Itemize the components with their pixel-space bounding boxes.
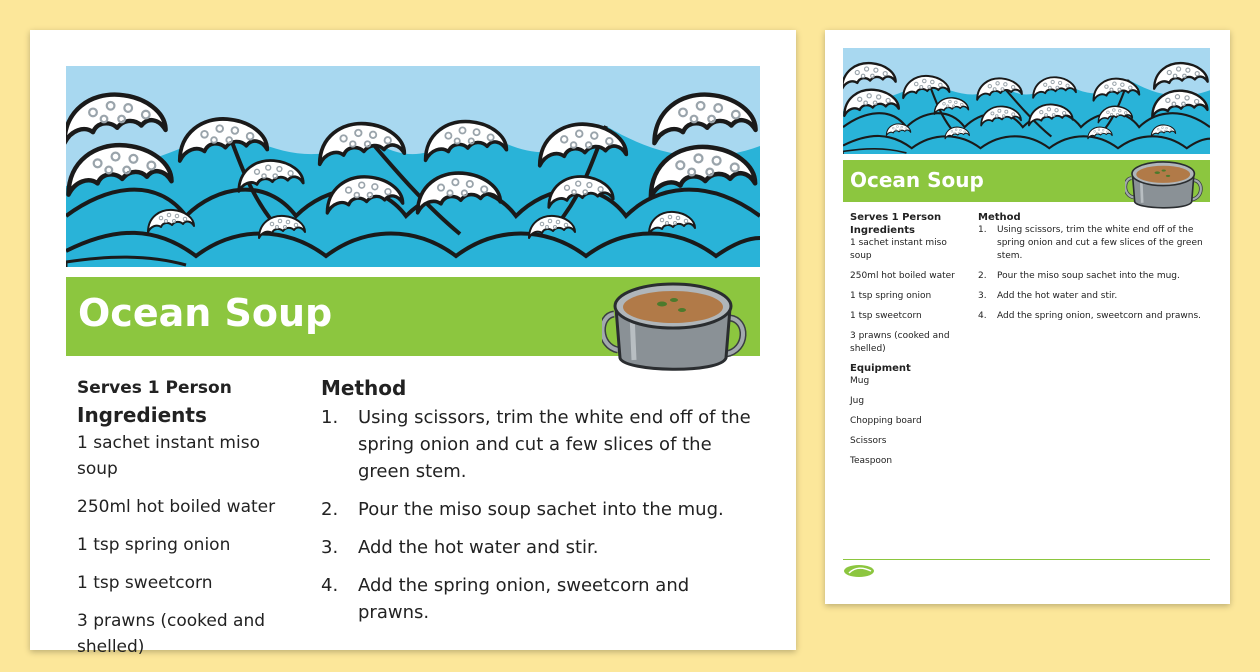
ingredient-item: 1 tsp spring onion (77, 535, 231, 555)
equipment-item: Teaspoon (850, 456, 893, 466)
step-number: 3. (321, 537, 339, 558)
waves-icon (66, 66, 760, 267)
step-number: 4. (321, 575, 339, 596)
equipment-heading: Equipment (850, 363, 911, 374)
equipment-item: Mug (850, 376, 870, 386)
method-step (978, 290, 1210, 303)
method-step (978, 270, 1210, 283)
ingredient-item: 3 prawns (cooked and shelled) (850, 331, 950, 354)
method-step (321, 534, 751, 561)
step-text: Pour the miso soup sachet into the mug. (358, 499, 724, 520)
step-text: Add the hot water and stir. (358, 537, 599, 558)
step-number: 1. (978, 225, 987, 235)
ingredient-item: 1 tsp spring onion (850, 291, 932, 301)
step-text: Add the spring onion, sweetcorn and prawns. (997, 311, 1201, 321)
method-step (321, 572, 751, 626)
ingredient-item: 3 prawns (cooked and shelled) (77, 611, 266, 657)
serves-label: Serves 1 Person (77, 378, 232, 398)
method-step (978, 310, 1210, 323)
method-step (321, 496, 751, 523)
step-text: Using scissors, trim the white end off of the spring onion and cut a few slices of the green stem. (358, 407, 751, 482)
equipment-item: Jug (850, 396, 865, 406)
method-step (978, 224, 1210, 263)
soup-pot-icon (1125, 156, 1203, 212)
step-number: 3. (978, 291, 987, 301)
ingredients-column (850, 212, 970, 475)
method-heading: Method (321, 376, 407, 400)
ingredients-heading: Ingredients (77, 403, 207, 427)
footer-divider (843, 559, 1210, 560)
ingredient-item: 1 tsp sweetcorn (850, 311, 922, 321)
step-text: Add the hot water and stir. (997, 291, 1118, 301)
ingredients-heading: Ingredients (850, 225, 915, 236)
ingredient-item: 1 sachet instant miso soup (77, 433, 260, 479)
method-column (321, 376, 751, 637)
waves-icon (843, 48, 1210, 154)
soup-pot-icon (602, 274, 747, 376)
step-number: 2. (978, 271, 987, 281)
serves-label: Serves 1 Person (850, 212, 942, 223)
ingredients-column (77, 378, 302, 672)
method-step (321, 404, 751, 485)
equipment-item: Scissors (850, 436, 887, 446)
step-text: Using scissors, trim the white end off of the spring onion and cut a few slices of the green stem. (997, 225, 1203, 261)
ingredient-item: 250ml hot boiled water (77, 497, 276, 517)
recipe-sheet-preview (825, 30, 1230, 604)
ingredient-item: 1 tsp sweetcorn (77, 573, 213, 593)
recipe-sheet-large (30, 30, 796, 657)
ingredient-item: 1 sachet instant miso soup (850, 238, 947, 261)
step-text: Pour the miso soup sachet into the mug. (997, 271, 1180, 281)
ingredient-item: 250ml hot boiled water (850, 271, 955, 281)
page-title: Ocean Soup (850, 168, 984, 192)
step-number: 2. (321, 499, 339, 520)
equipment-item: Chopping board (850, 416, 922, 426)
step-text: Add the spring onion, sweetcorn and prawns. (358, 575, 690, 623)
step-number: 4. (978, 311, 987, 321)
step-number: 1. (321, 407, 339, 428)
method-column (978, 212, 1210, 330)
method-heading: Method (978, 212, 1021, 223)
page-title: Ocean Soup (78, 291, 333, 335)
brand-logo-icon (843, 564, 877, 578)
